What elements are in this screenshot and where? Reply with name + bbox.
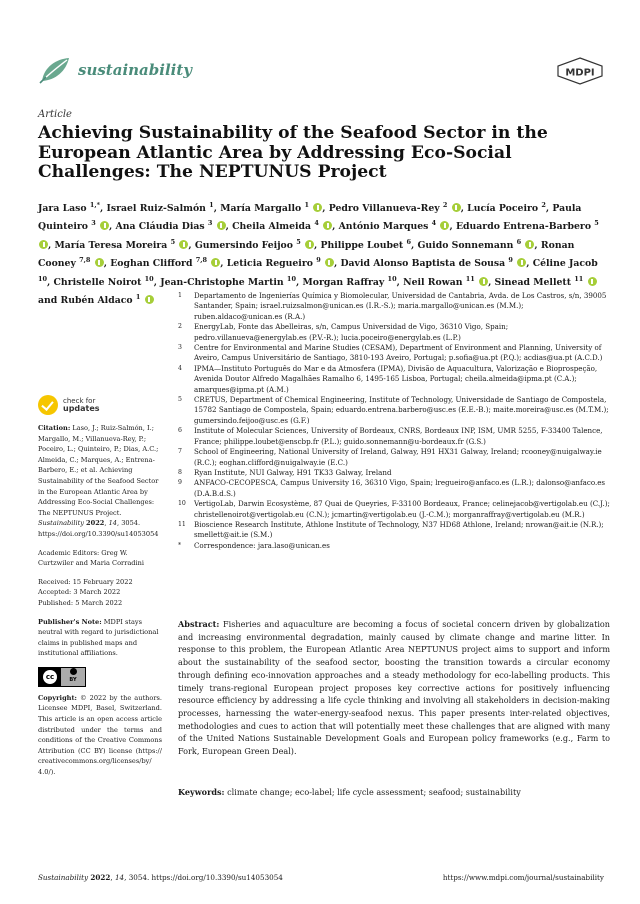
author-affiliation-number: 3 — [207, 219, 213, 228]
author-affiliation-number: 10 — [144, 274, 154, 283]
affiliation-text: Correspondence: jara.laso@unican.es — [194, 540, 330, 550]
mdpi-logo[interactable] — [556, 57, 604, 85]
orcid-icon[interactable] — [479, 277, 488, 286]
citation-doi[interactable]: , 3054. https://doi.org/10.3390/su14053054 — [38, 519, 159, 538]
article-sidebar — [38, 393, 162, 786]
keywords-text: climate change; eco-label; life cycle assessment; seafood; sustainability — [227, 787, 521, 797]
affiliation-text: ANFACO-CECOPESCA, Campus University 16, 36310 Vigo, Spain; lregueiro@anfaco.es (L.R.); dalonso@anfaco.es (D.A.B.d.S.) — [194, 478, 606, 498]
orcid-icon[interactable] — [211, 258, 220, 267]
footer-journal-url[interactable]: https://www.mdpi.com/journal/sustainability — [442, 873, 604, 882]
citation-journal: Sustainability — [38, 519, 84, 528]
author-and: and — [38, 295, 58, 307]
publisher-note-label: Publisher's Note: — [38, 617, 102, 626]
affiliation-number: 1 — [178, 292, 182, 299]
citation-year: 2022 — [86, 519, 105, 528]
author-name[interactable]: Eduardo Entrena-Barbero — [455, 221, 592, 233]
author-affiliation-number: 4 — [314, 219, 319, 228]
author-affiliation-number: 7,8 — [79, 256, 91, 265]
abstract — [178, 618, 610, 758]
author-name[interactable]: Ronan Cooney — [38, 239, 575, 270]
footer-doi-link[interactable]: , 3054. https://doi.org/10.3390/su14053054 — [124, 873, 283, 882]
affiliation-number: 7 — [178, 448, 182, 456]
author-affiliation-number: 5 — [594, 219, 599, 228]
author-name[interactable]: David Alonso Baptista de Sousa — [340, 258, 506, 270]
author-name[interactable]: María Teresa Moreira — [54, 239, 168, 251]
author-name[interactable]: Rubén Aldaco — [60, 295, 133, 307]
affiliation-item — [178, 520, 610, 541]
affiliation-text: EnergyLab, Fonte das Abelleiras, s/n, Campus Universidad de Vigo, 36310 Vigo, Spain; pedro.villanueva@energylab.es (P.V.-R.); lucia.poceiro@energylab.es (L.P.) — [194, 322, 509, 342]
author-name[interactable]: Guido Sonnemann — [417, 239, 514, 251]
author-name[interactable]: María Margallo — [220, 203, 302, 215]
copyright — [38, 693, 162, 778]
author-name[interactable]: Gumersindo Feijoo — [194, 239, 293, 251]
orcid-icon[interactable] — [325, 258, 334, 267]
affiliation-item — [178, 322, 610, 343]
author-name[interactable]: Eoghan Clifford — [110, 258, 193, 270]
author-name[interactable]: Pedro Villanueva-Rey — [328, 203, 440, 215]
author-affiliation-number: 5 — [296, 237, 301, 246]
abstract-label: Abstract: — [178, 619, 220, 629]
affiliation-number: 4 — [178, 364, 182, 372]
author-affiliation-number: 11 — [574, 274, 584, 283]
keywords-label: Keywords: — [178, 787, 225, 797]
author-affiliation-number: 11 — [465, 274, 475, 283]
affiliation-number: 6 — [178, 427, 182, 435]
author-affiliation-number: 2 — [442, 201, 448, 209]
affiliation-text: Departamento de Ingenierías Química y Biomolecular, Universidad de Cantabria, Avda. de Los Castros, s/n, 39005 Santander, Spain; israel.ruizsalmon@unican.es (I.R.-S.); maria.margallo@unican.es (M.M.); ruben.aldaco@unican.es (R.A.) — [194, 291, 607, 321]
by-label: BY — [69, 677, 77, 684]
copyright-text: © 2022 by the authors. Licensee MDPI, Basel, Switzerland. This article is an open access article distributed under the terms and conditions of the Creative Commons Attribution (CC BY) license (https:// creativecommons.org/licenses/by/ 4.0/). — [38, 693, 162, 777]
affiliation-number: 3 — [178, 344, 182, 352]
author-name[interactable]: Israel Ruiz-Salmón — [106, 203, 206, 215]
orcid-icon[interactable] — [323, 221, 332, 230]
publisher-note-text: MDPI stays neutral with regard to jurisdictional claims in published maps and institutional affiliations. — [38, 617, 159, 658]
orcid-icon[interactable] — [145, 295, 154, 304]
author-affiliation-number: 1 — [304, 201, 309, 209]
author-name[interactable]: Leticia Regueiro — [226, 258, 313, 270]
orcid-icon[interactable] — [452, 203, 461, 212]
abstract-text: Fisheries and aquaculture are becoming a focus of societal concern driven by globalization and increasing environmental degradation, mainly caused by climate change and marine litter. In response to this problem, the European Atlantic Area NEPTUNUS project aims to support and inform about the sustainability of the seafood sector, boosting the transition towards a circular economy through defining eco-innovation approaches and a steady methodology for eco-labelling products. This timely trans-regional European project proposes key corrective actions for positively influencing resource efficiency by addressing a life cycle thinking and involving all stakeholders in decision-making processes, harnessing the water-energy-seafood nexus. This paper presents inter-related objectives, methodologies and cues to action that will potentially meet these challenges that are aligned with many of the United Nations Sustainable Development Goals and European policy frameworks (e.g., Farm to Fork, European Green Deal). — [178, 619, 610, 757]
journal-name: sustainability — [78, 61, 192, 79]
author-name[interactable]: Christelle Noirot — [53, 276, 142, 288]
author-affiliation-number: 6 — [406, 237, 411, 246]
publisher-note — [38, 617, 162, 659]
leaf-icon — [38, 55, 72, 85]
orcid-icon[interactable] — [525, 240, 534, 249]
journal-header — [38, 55, 604, 89]
affiliation-text: CRETUS, Department of Chemical Engineering, Institute of Technology, Universidade de Santiago de Compostela, 15782 Santiago de Compostela, Spain; eduardo.entrena.barbero@usc.es (E.E.-B.); maite.moreira@usc.es (M.T.M.); gumersindo.feijoo@usc.es (G.F.) — [194, 395, 609, 425]
cc-by-license-badge[interactable] — [38, 667, 86, 687]
keywords — [178, 786, 610, 799]
author-affiliation-number: 10 — [38, 274, 48, 283]
person-icon — [70, 668, 77, 675]
author-name[interactable]: Jara Laso — [38, 203, 87, 215]
accepted-date: Accepted: 3 March 2022 — [38, 588, 121, 597]
author-affiliation-number: 1 — [135, 292, 141, 301]
author-affiliation-number: 9 — [508, 256, 513, 265]
author-affiliation-number: 1 — [209, 201, 214, 209]
affiliation-item — [178, 541, 610, 551]
author-name[interactable]: Jean-Christophe Martin — [160, 276, 284, 288]
citation-volume: 14 — [108, 519, 117, 528]
article-title: Achieving Sustainability of the Seafood Sector in the European Atlantic Area by Addressing Eco-Social Challenges: The NEPTUNUS Project — [38, 123, 548, 182]
citation: Citation: Laso, J.; Ruiz-Salmón, I.; Margallo, M.; Villanueva-Rey, P.; Poceiro, L.; Quinteiro, P.; Dias, A.C.; Almeida, C.; Marques, A.; Entrena-Barbero, E.; et al. Achieving Sustainability of the Seafood Sector in the European Atlantic Area by Addressing Eco-Social Challenges: The NEPTUNUS Project. Sustainability 2022, 14, 3054. https://doi.org/10.3390/su14053054 — [38, 424, 159, 538]
author-name[interactable]: Morgan Raffray — [302, 276, 385, 288]
author-name[interactable]: Cheila Almeida — [232, 221, 312, 233]
author-name[interactable]: Paula Quinteiro — [38, 203, 582, 233]
affiliation-item — [178, 291, 610, 322]
author-name[interactable]: Ana Cláudia Dias — [115, 221, 205, 233]
author-affiliation-number: 7,8 — [195, 256, 208, 265]
orcid-icon[interactable] — [95, 258, 104, 267]
author-name[interactable]: António Marques — [338, 221, 429, 233]
affiliation-text: Ryan Institute, NUI Galway, H91 TK33 Galway, Ireland — [194, 467, 392, 477]
citation-label: Citation: — [38, 424, 71, 432]
author-name[interactable]: Lucía Poceiro — [467, 203, 539, 215]
affiliation-number: 5 — [178, 396, 182, 404]
affiliation-item — [178, 364, 610, 395]
publisher-name: MDPI — [565, 67, 595, 79]
author-affiliation-number: 5 — [170, 237, 176, 246]
author-list: Jara Laso $^{1,*}$, Israel Ruiz-Salmón $^1$, María Margallo $^1$ , Pedro Villanueva-Rey $^2$ , Lucía Poceiro $^2$, Paula Quinteiro $^3$ , Ana Cláudia Dias $^3$ , Cheila Almeida $^4$ , António Marques $^4$ , Eduardo Entrena-Barbero $^5$ , María Teresa Moreira $^5$ , Gumersindo Feijoo $^5$ , Philippe Loubet $^6$, Guido Sonnemann $^6$ , Ronan Cooney $^{7,8}$ , Eoghan Clifford $^{7,8}$ , Leticia Regueiro $^9$ , David Alonso Baptista de Sousa $^9$ , Céline Jacob $^{10}$, Christelle Noirot $^{10}$, Jean-Christophe Martin $^{10}$, Morgan Raffray $^{10}$, Neil Rowan $^{11}$ , Sinead Mellett $^{11}$ and Rubén Aldaco $^1$ — [38, 201, 599, 307]
affiliation-item — [178, 478, 610, 499]
author-affiliation-number: 2 — [541, 201, 546, 209]
orcid-icon[interactable] — [39, 240, 48, 249]
academic-editors: Academic Editors: Greg W. Curtzwiler and Maria Corradini — [38, 548, 144, 568]
author-name[interactable]: Sinead Mellett — [494, 276, 572, 288]
affiliation-number: 2 — [178, 323, 182, 331]
author-name[interactable]: Philippe Loubet — [320, 239, 404, 251]
author-name[interactable]: Neil Rowan — [403, 276, 463, 288]
affiliation-item — [178, 395, 610, 426]
affiliation-text: Bioscience Research Institute, Athlone Institute of Technology, N37 HD68 Athlone, Ireland; nrowan@ait.ie (N.R.); smellett@ait.ie (S.M.) — [194, 519, 604, 540]
author-affiliation-number: 10 — [387, 274, 397, 283]
author-affiliation-number: 6 — [516, 237, 522, 246]
orcid-icon[interactable] — [305, 240, 314, 249]
orcid-icon[interactable] — [100, 221, 109, 230]
footer-citation: Sustainability 2022, 14, 3054. https://doi.org/10.3390/su14053054 — [38, 873, 283, 882]
affiliation-number: * — [178, 541, 182, 549]
orcid-icon[interactable] — [588, 277, 597, 286]
affiliation-number: 9 — [178, 479, 182, 487]
affiliations — [178, 291, 610, 551]
orcid-icon[interactable] — [517, 258, 526, 267]
citation-text: Laso, J.; Ruiz-Salmón, I.; Margallo, M.; Villanueva-Rey, P.; Poceiro, L.; Quinteiro, P.; Dias, A.C.; Almeida, C.; Marques, A.; Entrena-Barbero, E.; et al. Achieving Sustainability of the Seafood Sector in the European Atlantic Area by Addressing Eco-Social Challenges: The NEPTUNUS Project. — [38, 424, 159, 517]
author-affiliation-number: 9 — [316, 256, 321, 265]
author-name[interactable]: Céline Jacob — [532, 258, 598, 270]
check-updates-button[interactable] — [38, 393, 162, 417]
affiliation-text: School of Engineering, National University of Ireland, Galway, H91 HX31 Galway, Ireland; rcooney@nuigalway.ie (R.C.); eoghan.clifford@nuigalway.ie (E.C.) — [194, 447, 602, 467]
affiliation-item — [178, 468, 610, 478]
affiliation-text: IPMA—Instituto Português do Mar e da Atmosfera (IPMA), Divisão de Aquacultura, Valorização e Bioprospeção, Avenida Doutor Alfredo Magalhães Ramalho 6, 1495-165 Lisboa, Portugal; cheila.almeida@ipma.pt (C.A.); amarques@ipma.pt (A.M.) — [194, 363, 598, 394]
dates — [38, 577, 162, 609]
orcid-icon[interactable] — [440, 221, 449, 230]
check-updates-icon — [38, 395, 58, 415]
author-affiliation-number: 1,* — [89, 201, 101, 209]
affiliation-item — [178, 499, 610, 520]
author-affiliation-number: 4 — [431, 219, 437, 228]
copyright-label: Copyright: — [38, 693, 77, 702]
affiliation-item — [178, 343, 610, 364]
affiliation-text: Centre for Environmental and Marine Studies (CESAM), Department of Environment and Planning, University of Aveiro, Campus Universitário de Santiago, 3810-193 Aveiro, Portugal; p.sofia@ua.pt (P.Q.); acdias@ua.pt (A.C.D.) — [194, 343, 603, 363]
affiliation-item — [178, 426, 610, 447]
affiliation-number: 11 — [178, 520, 186, 528]
orcid-icon[interactable] — [313, 203, 322, 212]
journal-logo[interactable] — [38, 55, 192, 85]
affiliation-item — [178, 447, 610, 468]
received-date: Received: 15 February 2022 — [38, 577, 133, 586]
affiliation-text: Institute of Molecular Sciences, University of Bordeaux, CNRS, Bordeaux INP, ISM, UMR 5255, F-33400 Talence, France; philippe.loubet@enscbp.fr (P.L.); guido.sonnemann@u-bordeaux.fr (G.S.) — [194, 426, 603, 446]
published-date: Published: 5 March 2022 — [38, 598, 123, 607]
author-affiliation-number: 3 — [91, 219, 96, 228]
check-updates-label: check for updates — [63, 397, 100, 413]
affiliation-number: 10 — [178, 500, 186, 508]
orcid-icon[interactable] — [217, 221, 226, 230]
author-affiliation-number: 10 — [286, 274, 296, 283]
article-type: Article — [38, 109, 72, 120]
affiliation-number: 8 — [178, 468, 182, 476]
affiliation-text: VertigoLab, Darwin Ecosystème, 87 Quai de Queyries, F-33100 Bordeaux, France; celinejacob@vertigolab.eu (C.J.); christellenoirot@vertigolab.eu (C.N.); jcmartin@vertigolab.eu (J.-C.M.); morganraffray@vertigolab.eu (M.R.) — [194, 499, 610, 519]
cc-icon: cc — [43, 670, 57, 684]
orcid-icon[interactable] — [179, 240, 188, 249]
